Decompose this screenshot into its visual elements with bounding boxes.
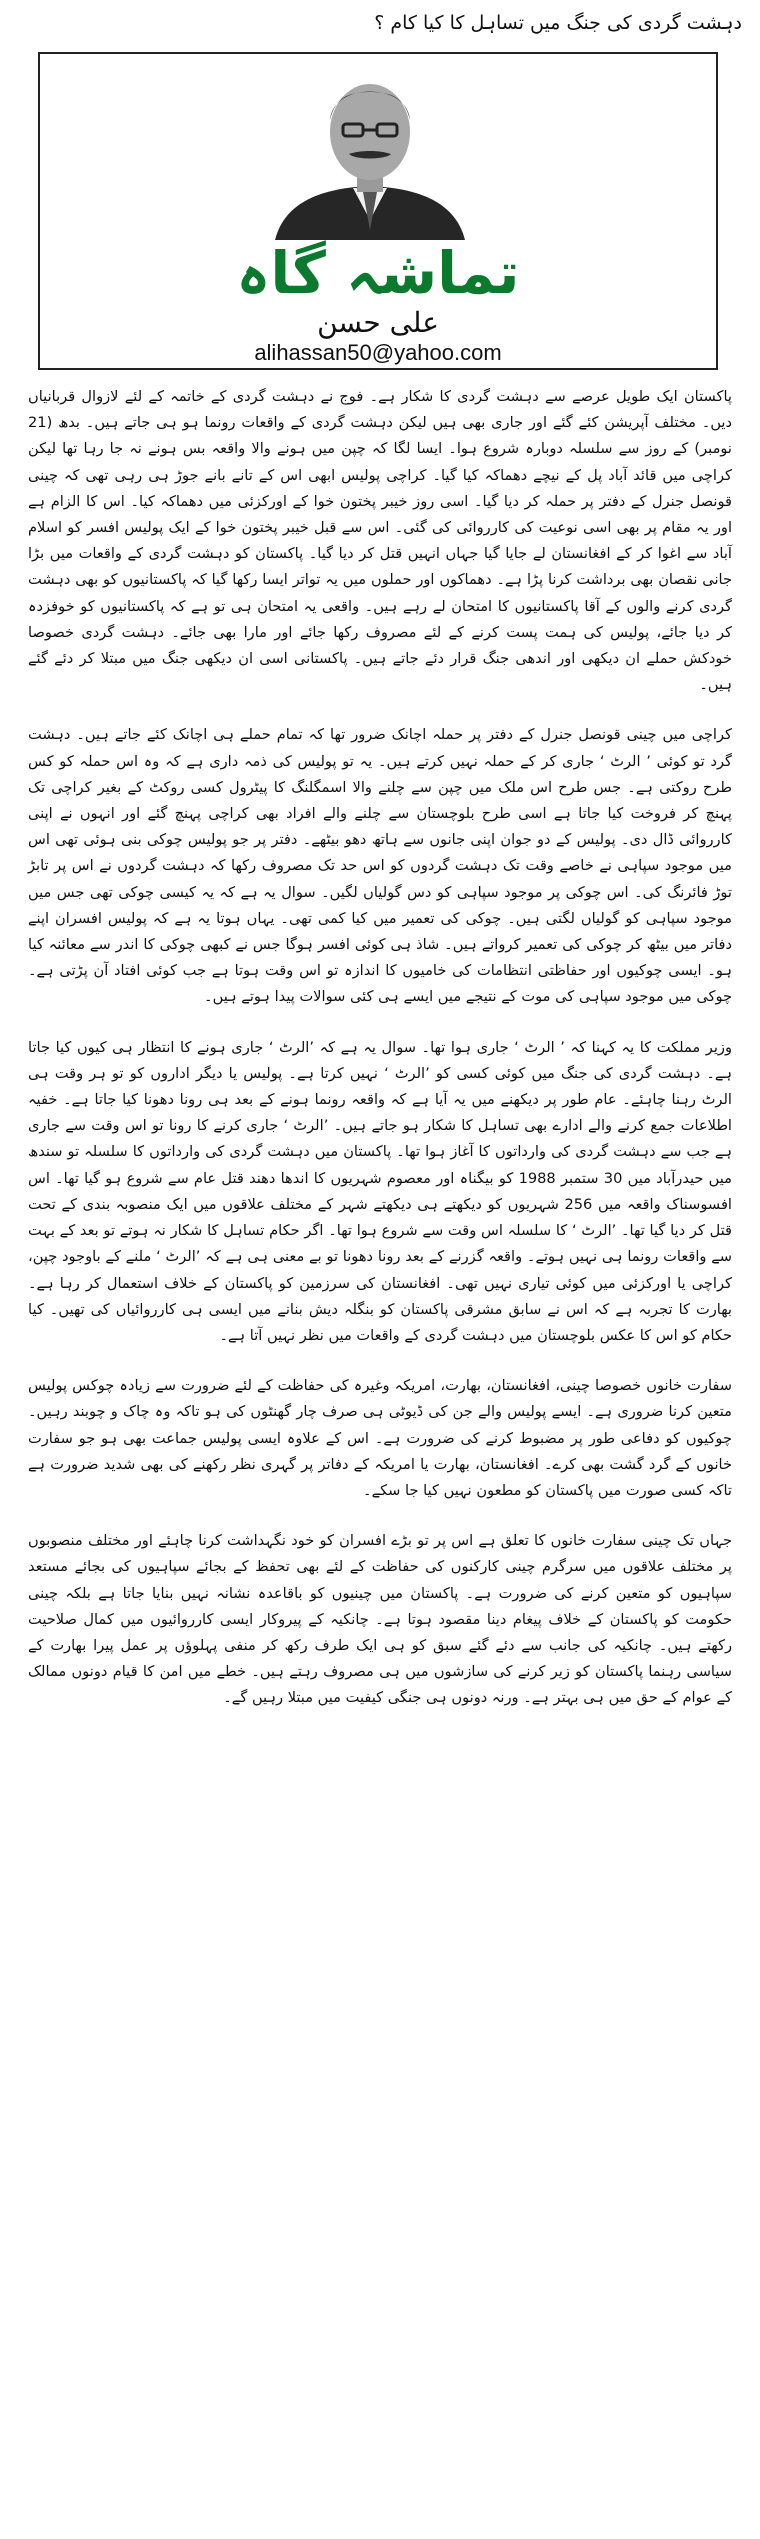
paragraph-5: جہاں تک چینی سفارت خانوں کا تعلق ہے اس پر تو بڑے افسران کو خود نگہداشت کرنا چاہئے اور مختلف منصوبوں پر مختلف علاقوں میں سرگرم چینی کارکنوں کی حفاظت کے لئے بھی تحفظ کے بجائے سپاہیوں کی بجائے مستعد سپاہیوں کو متعین کرنے کی ضرورت ہے۔ پاکستان میں چینیوں کو باقاعدہ نشانہ نہیں بنایا جاتا ہے بلکہ چینی حکومت کو پاکستان کے خلاف پیغام دینا مقصود ہوتا ہے۔ چانکیہ کے پیروکار ایسی کارروائیوں میں کمال صلاحیت رکھتے ہیں۔ چانکیہ کی جانب سے دئے گئے سبق کو ہی ایک طرف رکھ کر منفی پہلوؤں پر عمل پیرا بھارت کے سیاسی رہنما پاکستان کو زیر کرنے کی سازشوں میں ہی مصروف رہتے ہیں۔ خطے میں امن کا قیام دونوں ممالک کے عوام کے حق میں ہی بہتر ہے۔ ورنہ دونوں ہی جنگی کیفیت میں مبتلا رہیں گے۔ bbox=[28, 1532, 732, 1707]
article-body bbox=[28, 384, 732, 1736]
paragraph-3: وزیر مملکت کا یہ کہنا کہ ’ الرٹ ‘ جاری ہوا تھا۔ سوال یہ ہے کہ ’الرٹ ‘ جاری ہونے کا انتظار ہی کیوں کیا جاتا ہے۔ دہشت گردی کی جنگ میں کوئی کسی کو ’الرٹ ‘ نہیں کرتا ہے۔ پولیس یا دیگر اداروں کو تو ہر وقت ہی الرٹ رہنا چاہئے۔ عام طور پر دیکھنے میں یہ آیا ہے کہ واقعہ رونما ہونے کے بعد ہی رونا دھونا کیا جاتا ہے۔ خفیہ اطلاعات جمع کرنے والے ادارے بھی تساہل کا شکار ہو جاتے ہیں۔ ’الرٹ ‘ جاری کرنے کا رونا تو اس وقت سے جاری ہے جب سے دہشت گردی کی وارداتوں کا آغاز ہوا تھا۔ پاکستان میں دہشت گردی کی وارداتوں کا سلسلہ تو سندھ میں حیدرآباد میں 30 ستمبر 1988 کو بیگناہ اور معصوم شہریوں کا اندھا دھند قتل عام سے شروع ہو گیا تھا۔ اس افسوسناک واقعہ میں 256 شہریوں کو دیکھتے ہی دیکھتے شہر کے مختلف علاقوں میں ایک منصوبہ بندی کے تحت قتل کر دیا گیا تھا۔ ’الرٹ ‘ کا سلسلہ اس وقت سے شروع ہوا تھا۔ اگر حکام تساہل کا شکار نہ ہوتے تو بعد کے بہت سے واقعات رونما ہی نہیں ہوتے۔ واقعہ گزرنے کے بعد رونا دھونا تو بے معنی ہی ہے کہ ’الرٹ ‘ ملنے کے باوجود چپن، کراچی یا اورکزئی میں کوئی تیاری نہیں تھی۔ افغانستان کی سرزمین کو پاکستان کے خلاف استعمال کر رہا ہے۔ بھارت کا تجربہ ہے کہ اس نے سابق مشرقی پاکستان کو بنگلہ دیش بنانے میں ایسی ہی کارروائیاں کی تھیں۔ کیا حکام کو اس کا عکس بلوچستان میں دہشت گردی کے واقعات میں نظر نہیں آتا ہے۔ bbox=[28, 1038, 733, 1344]
author-email: alihassan50@yahoo.com bbox=[254, 340, 502, 365]
author-photo bbox=[245, 70, 495, 240]
paragraph-2: کراچی میں چینی قونصل جنرل کے دفتر پر حملہ اچانک ضرور تھا کہ تمام حملے ہی اچانک کئے جاتے ہیں۔ دہشت گرد تو کوئی ’ الرٹ ‘ جاری کر کے حملہ نہیں کرتے ہیں۔ یہ تو پولیس کی ذمہ داری ہے کہ وہ اس حملہ کو کس طرح روکتی ہے۔ جس طرح اس ملک میں چپن سے چلنے والا اسمگلنگ کا پیٹرول کسی روکٹ کے بغیر کراچی تک پہنچ کر فروخت کیا جاتا ہے اسی طرح بلوچستان سے چلنے والے افراد بھی کراچی پہنچ گئے اور انہوں نے اپنی کارروائی ڈال دی۔ پولیس کے دو جوان اپنی جانوں سے ہاتھ دھو بیٹھے۔ دفتر پر جو پولیس چوکی بنی ہوئی تھی اس میں موجود سپاہی نے خاصے وقت تک دہشت گردوں کو اس حد تک مصروف رکھا کہ دہشت گردوں نے اس پر تابڑ توڑ فائرنگ کی۔ اس چوکی پر موجود سپاہی کو دس گولیاں لگیں۔ سوال یہ ہے کہ یہ کیسی چوکی تھی جس میں موجود سپاہی کو گولیاں لگتی ہیں۔ چوکی کی تعمیر میں کیا کمی تھی۔ یہاں ہوتا یہ ہے کہ پولیس افسران اپنے دفاتر میں بیٹھ کر چوکی کی تعمیر کرواتے ہیں۔ شاذ ہی کوئی افسر ہوگا جس نے کبھی چوکی کا اندر سے معائنہ کیا ہو۔ ایسی چوکیوں اور حفاظتی انتظامات کی خامیوں کا اندازہ تو اس وقت ہوتا ہے جب کوئی افتاد آن پڑتی ہے۔ چوکی میں موجود سپاہی کی موت کے نتیجے میں ایسے ہی کئی سوالات پیدا ہوتے ہیں۔ bbox=[28, 726, 732, 1006]
author-name: علی حسن bbox=[317, 306, 439, 339]
column-name: تماشہ گاہ bbox=[236, 239, 520, 307]
paragraph-1: پاکستان ایک طویل عرصے سے دہشت گردی کا شکار ہے۔ فوج نے دہشت گردی کے خاتمہ کے لئے لازوال قربانیاں دیں۔ مختلف آپریشن کئے گئے اور جاری بھی ہیں لیکن دہشت گردی کے واقعات رونما ہو ہی جاتے ہیں۔ بدھ (21 نومبر) کے روز سے سلسلہ دوبارہ شروع ہوا۔ ایسا لگا کہ چپن میں ہونے والا واقعہ بس ہونے نہ جا رہا تھا لیکن کراچی میں قائد آباد پل کے نیچے دھماکہ کیا گیا۔ کراچی پولیس ابھی اس کے تانے بانے جوڑ ہی رہی تھی کہ چینی قونصل جنرل کے دفتر پر حملہ کر دیا گیا۔ اسی روز خیبر پختون خوا کے اورکزئی میں دھماکہ کیا۔ اس کا الزام ہے اور یہ مقام پر بھی اسی نوعیت کی کارروائی کی گئی۔ اس سے قبل خیبر پختون خوا کے ایک پولیس افسر کو اسلام آباد سے اغوا کر کے افغانستان لے جایا گیا جہاں انہیں قتل کر دیا گیا۔ پاکستان کو دہشت گردی کے واقعات میں بڑا جانی نقصان بھی برداشت کرنا پڑا ہے۔ دھماکوں اور حملوں میں یہ تواتر ایسا رکھا گیا کہ پاکستانیوں کو بھی دہشت گردی کرنے والوں کے آقا پاکستانیوں کا امتحان لے رہے ہیں۔ واقعی یہ امتحان ہی تو ہے کہ پاکستانیوں کو خوفزدہ کر دیا جائے، پولیس کی ہمت پست کرنے کے لئے مصروف رکھا جائے اور مارا بھی جائے۔ دہشت گردی خصوصا خودکش حملے ان دیکھی اور اندھی جنگ قرار دئے جاتے ہیں۔ پاکستانی اسی ان دیکھی جنگ میں مبتلا کر دئے گئے ہیں۔ bbox=[28, 388, 732, 694]
column-header-box bbox=[38, 52, 718, 370]
paragraph-4: سفارت خانوں خصوصا چینی، افغانستان، بھارت، امریکہ وغیرہ کی حفاظت کے لئے ضرورت سے زیادہ چوکس پولیس متعین کرنا ضروری ہے۔ ایسے پولیس والے جن کی ڈیوٹی ہی صرف چار گھنٹوں کی ہو تاکہ وہ چاک و چوبند رہیں۔ چوکیوں کو دفاعی طور پر مضبوط کرنے کی ضرورت ہے۔ اس کے علاوہ ایسی پولیس جماعت بھی ہو جو سفارت خانوں کے گرد گشت بھی کرے۔ افغانستان، بھارت یا امریکہ کے دفاتر پر گہری نظر رکھنے کی بھی شدید ضرورت ہے تاکہ کسی صورت میں پاکستان کو مطعون نہیں کیا جا سکے۔ bbox=[28, 1377, 732, 1499]
headline: دہشت گردی کی جنگ میں تساہل کا کیا کام ؟ bbox=[374, 12, 742, 34]
